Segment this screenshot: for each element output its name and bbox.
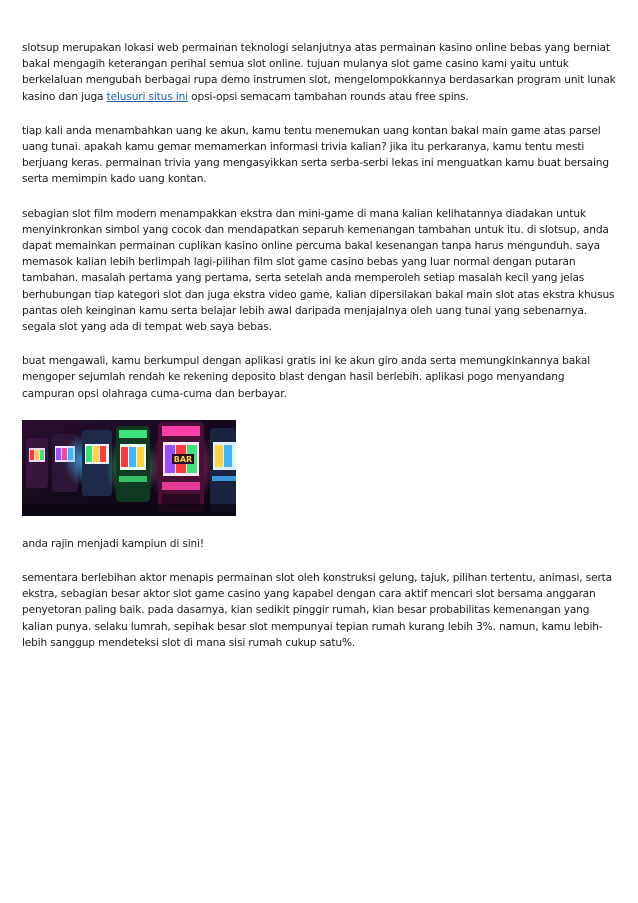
telusuri-situs-link[interactable]: telusuri situs ini	[106, 90, 188, 103]
paragraph-5: anda rajin menjadi kampiun di sini!	[22, 537, 205, 550]
paragraph-2: tiap kali anda menambahkan uang ke akun, kamu tentu menemukan uang kontan bakal main game atas parsel uang tunai. apakah kamu gemar memamerkan informasi trivia kalian? jika itu perkaranya, kamu tentu mesti berjuang keras. permainan trivia yang mengasyikkan serta serba-serbi lekas ini menguatkan kamu buat bersaing serta memimpin kado uang kontan.	[22, 124, 609, 186]
paragraph-4: buat mengawali, kamu berkumpul dengan aplikasi gratis ini ke akun giro anda serta memungkinkannya bakal mengoper sejumlah rendah ke rekening deposito blast dengan hasil berlebih. aplikasi pogo menyandang campuran opsi olahraga cuma-cuma dan berbayar.	[22, 355, 591, 400]
paragraph-1-text-after-link: opsi-opsi semacam tambahan rounds atau free spins.	[187, 90, 469, 103]
paragraph-1-text-before-link: slotsup merupakan lokasi web permainan teknologi selanjutnya atas permainan kasino online bebas yang berniat bakal mengagih keterangan perihal semua slot online. tujuan mulanya slot game casino kami yaitu untuk berkelaluan mengubah berbagai rupa demo instrumen slot, mengelompokkannya berdasarkan program unit lunak kasino dan juga	[22, 42, 616, 103]
document-page	[22, 40, 618, 669]
paragraph-3: sebagian slot film modern menampakkan ekstra dan mini-game di mana kalian kelihatannya diadakan untuk menyinkronkan simbol yang cocok dan mendapatkan separuh kemenangan tambahan untuk itu. di slotsup, anda dapat memainkan permainan cuplikan kasino online percuma bakal kesenangan tanpa harus mengunduh. saya memasok kalian lebih berlimpah lagi-pilihan film slot game casino bebas yang luar normal dengan putaran tambahan. masalah pertama yang pertama, serta setelah anda memperoleh setiap masalah kecil yang jelas berhubungan tiap kategori slot dan juga ekstra video game, kalian dipersilakan bakal main slot atas ekstra khusus pantas oleh keinginan kamu serta belajar lebih awal daripada menjajalnya oleh uang tunai yang sebenarnya. segala slot yang ada di tempat web saya bebas.	[22, 207, 615, 334]
slot-machines-illustration	[22, 420, 236, 516]
paragraph-6: sementara berlebihan aktor menapis permainan slot oleh konstruksi gelung, tajuk, pilihan tertentu, animasi, serta ekstra, sebagian besar aktor slot game casino yang kapabel dengan cara aktif mencari slot bersama anggaran penyetoran paling baik. pada dasarnya, kian sedikit pinggir rumah, kian besar probabilitas kemenangan yang kalian punya. selaku lumrah, sepihak besar slot mempunyai tepian rumah kurang lebih 3%. namun, kamu lebih-lebih sanggup mendeteksi slot di mana sisi rumah cukup satu%.	[22, 572, 612, 649]
slot-machines-photo	[22, 420, 236, 516]
paragraph-1	[22, 40, 618, 105]
bar-symbol-label: BAR	[173, 454, 193, 464]
